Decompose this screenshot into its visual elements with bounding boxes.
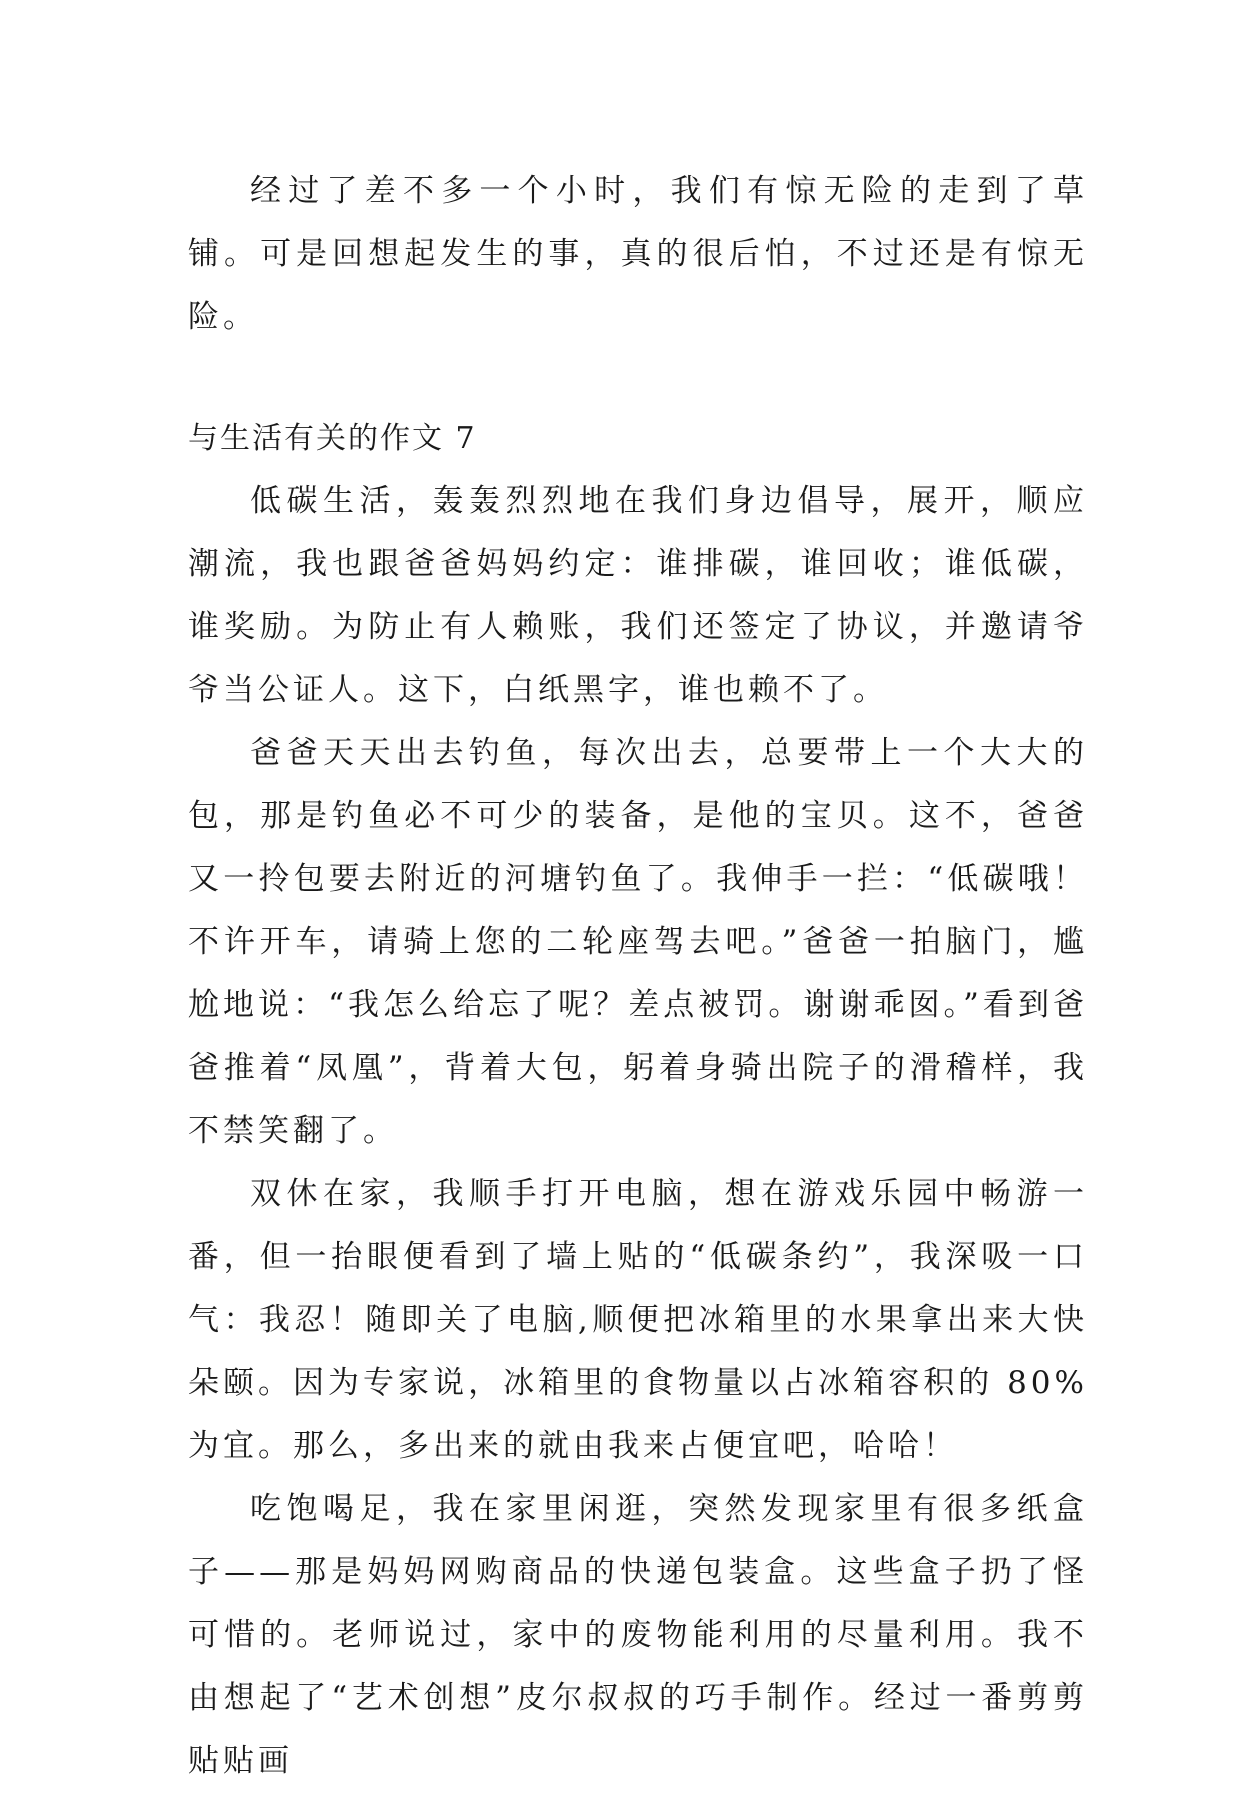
paragraph-paper-boxes: 吃饱喝足，我在家里闲逛，突然发现家里有很多纸盒子——那是妈妈网购商品的快递包装盒。这些盒子扔了怪可惜的。老师说过，家中的废物能利用的尽量利用。我不由想起了“艺术创想”皮尔叔叔的巧手制作。经过一番剪剪贴贴画 [188, 1491, 1088, 1779]
paragraph-low-carbon-agreement: 低碳生活，轰轰烈烈地在我们身边倡导，展开，顺应潮流，我也跟爸爸妈妈约定：谁排碳，谁回收；谁低碳，谁奖励。为防止有人赖账，我们还签定了协议，并邀请爷爷当公证人。这下，白纸黑字，谁也赖不了。 [188, 483, 1088, 708]
document-body [188, 160, 1088, 1793]
paragraph-father-fishing: 爸爸天天出去钓鱼，每次出去，总要带上一个大大的包，那是钓鱼必不可少的装备，是他的宝贝。这不，爸爸又一拎包要去附近的河塘钓鱼了。我伸手一拦：“低碳哦！不许开车，请骑上您的二轮座驾去吧。”爸爸一拍脑门，尴尬地说：“我怎么给忘了呢？差点被罚。谢谢乖囡。”看到爸爸推着“凤凰”，背着大包，躬着身骑出院子的滑稽样，我不禁笑翻了。 [188, 735, 1088, 1149]
paragraph-weekend-computer: 双休在家，我顺手打开电脑，想在游戏乐园中畅游一番，但一抬眼便看到了墙上贴的“低碳条约”，我深吸一口气：我忍！随即关了电脑,顺便把冰箱里的水果拿出来大快朵颐。因为专家说，冰箱里的食物量以占冰箱容积的 80%为宜。那么，多出来的就由我来占便宜吧，哈哈！ [188, 1176, 1088, 1464]
section-title: 与生活有关的作文 7 [188, 421, 477, 456]
intro-paragraph: 经过了差不多一个小时，我们有惊无险的走到了草铺。可是回想起发生的事，真的很后怕，不过还是有惊无险。 [188, 173, 1088, 335]
